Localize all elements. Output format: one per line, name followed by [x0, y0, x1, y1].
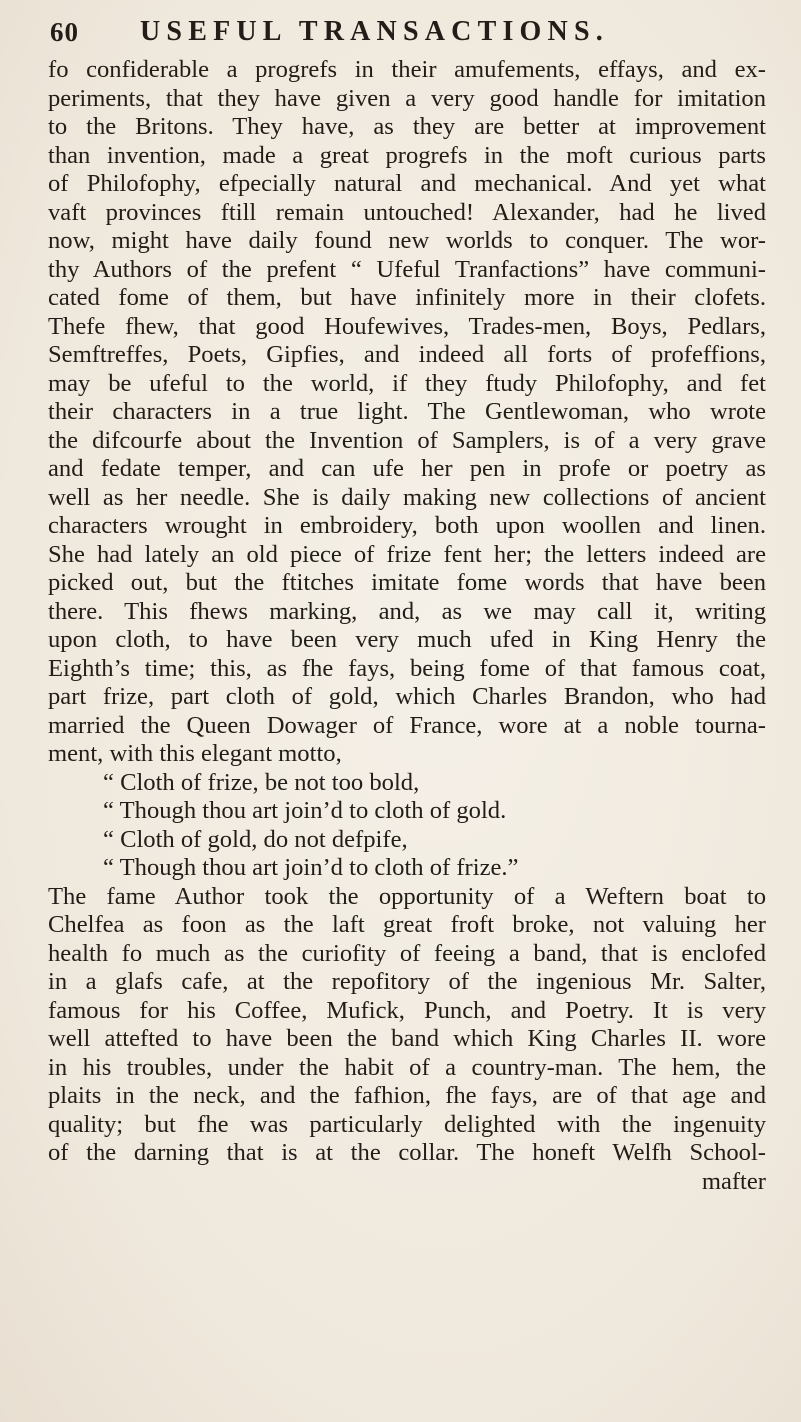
verse-line: “ Though thou art join’d to cloth of frize.”	[103, 854, 519, 881]
text-line: picked out, but the ftitches imitate fome words that have been	[48, 569, 766, 596]
text-line: may be ufeful to the world, if they ftudy Philofophy, and fet	[48, 369, 766, 397]
text-line: vaft provinces ftill remain untouched! Alexander, had he lived	[48, 198, 766, 226]
text-line: well attefted to have been the band which King Charles II. wore	[48, 1025, 766, 1052]
text-line: Thefe fhew, that good Houfewives, Trades-men, Boys, Pedlars,	[48, 312, 766, 340]
text-line: their characters in a true light. The Gentlewoman, who wrote	[48, 398, 766, 425]
text-line: cated fome of them, but have infinitely more in their clofets.	[48, 284, 766, 311]
text-line: Eighth’s time; this, as fhe fays, being fome of that famous coat,	[48, 654, 766, 682]
text-line: plaits in the neck, and the fafhion, fhe fays, are of that age and	[48, 1082, 766, 1109]
verse-line: “ Though thou art join’d to cloth of gold.	[103, 797, 507, 824]
running-title: USEFUL TRANSACTIONS.	[140, 16, 609, 47]
text-line: thy Authors of the prefent “ Ufeful Tranfactions” have communi-	[48, 255, 766, 283]
body-text	[48, 56, 766, 1196]
text-line: married the Queen Dowager of France, wore at a noble tourna-	[48, 711, 766, 739]
text-line: well as her needle. She is daily making new collections of ancient	[48, 483, 766, 511]
text-line: of Philofophy, efpecially natural and mechanical. And yet what	[48, 170, 766, 197]
text-line: ment, with this elegant motto,	[48, 740, 342, 767]
text-line: Semftreffes, Poets, Gipfies, and indeed all forts of profeffions,	[48, 341, 766, 368]
text-line: part frize, part cloth of gold, which Charles Brandon, who had	[48, 683, 766, 710]
catchword: mafter	[701, 1167, 766, 1195]
text-line: health fo much as the curiofity of feeing a band, that is enclofed	[48, 939, 766, 967]
text-line: fo confiderable a progrefs in their amufements, effays, and ex-	[48, 56, 766, 83]
text-line: of the darning that is at the collar. The honeft Welfh School-	[48, 1139, 766, 1166]
text-line: She had lately an old piece of frize fent her; the letters indeed are	[48, 540, 766, 568]
page-number: 60	[50, 17, 79, 47]
text-line: Chelfea as foon as the laft great froft broke, not valuing her	[48, 911, 766, 938]
text-line: now, might have daily found new worlds to conquer. The wor-	[48, 227, 766, 254]
text-line: characters wrought in embroidery, both upon woollen and linen.	[48, 512, 766, 539]
page-header	[50, 12, 750, 52]
verse-line: “ Cloth of gold, do not defpife,	[103, 825, 408, 853]
verse-line: “ Cloth of frize, be not too bold,	[103, 768, 420, 796]
text-line: the difcourfe about the Invention of Samplers, is of a very grave	[48, 426, 766, 454]
text-line: there. This fhews marking, and, as we may call it, writing	[48, 597, 766, 625]
text-line: in a glafs cafe, at the repofitory of the ingenious Mr. Salter,	[48, 968, 766, 995]
text-line: in his troubles, under the habit of a country-man. The hem, the	[48, 1053, 766, 1081]
text-line: and fedate temper, and can ufe her pen in profe or poetry as	[48, 455, 766, 482]
text-line: quality; but fhe was particularly delighted with the ingenuity	[48, 1110, 766, 1138]
text-line: periments, that they have given a very good handle for imitation	[48, 84, 766, 112]
text-line: to the Britons. They have, as they are better at improvement	[48, 113, 766, 140]
text-line: famous for his Coffee, Mufick, Punch, and Poetry. It is very	[48, 996, 766, 1024]
text-line: The fame Author took the opportunity of a Weftern boat to	[48, 882, 766, 910]
text-line: than invention, made a great progrefs in the moft curious parts	[48, 141, 766, 169]
text-line: upon cloth, to have been very much ufed in King Henry the	[48, 626, 766, 653]
